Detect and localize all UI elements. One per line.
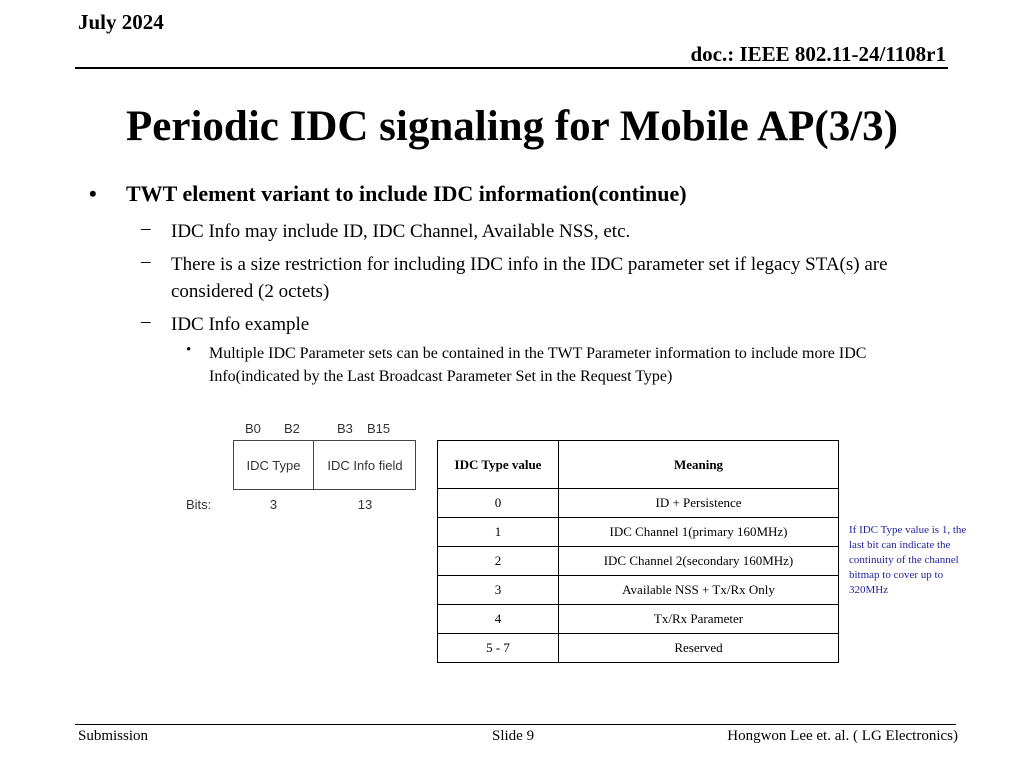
- bullet-mark: •: [89, 181, 97, 206]
- cell-meaning: Tx/Rx Parameter: [559, 605, 839, 634]
- field-idc-info: IDC Info field: [327, 458, 403, 473]
- table-row: [438, 576, 839, 605]
- side-note: If IDC Type value is 1, the last bit can indicate the continuity of the channel bitmap to cover up to 320MHz: [849, 524, 967, 596]
- slide-title: Periodic IDC signaling for Mobile AP(3/3): [126, 103, 898, 150]
- table-row: [438, 605, 839, 634]
- header-date: July 2024: [78, 10, 164, 34]
- bit-label-b15: B15: [367, 421, 391, 436]
- cell-value: 3: [438, 576, 559, 605]
- cell-value: 5 - 7: [438, 634, 559, 663]
- cell-meaning: ID + Persistence: [559, 489, 839, 518]
- sub-bullet: IDC Info example: [171, 314, 310, 335]
- bit-label-b2: B2: [284, 421, 300, 436]
- idc-type-table: [437, 440, 839, 663]
- header-doc-id: doc.: IEEE 802.11-24/1108r1: [690, 42, 946, 66]
- footer-submission: Submission: [78, 728, 149, 744]
- subsub-bullet-mark: •: [186, 342, 192, 358]
- table-header-row: [438, 441, 839, 489]
- cell-meaning: IDC Channel 1(primary 160MHz): [559, 518, 839, 547]
- cell-value: 1: [438, 518, 559, 547]
- bits-label: Bits:: [186, 497, 212, 512]
- table-row: [438, 634, 839, 663]
- footer-rule: [75, 724, 956, 725]
- header-meaning: Meaning: [559, 441, 839, 489]
- cell-meaning: Reserved: [559, 634, 839, 663]
- bits-idc-info: 13: [357, 497, 373, 512]
- field-idc-type: IDC Type: [246, 458, 301, 473]
- footer-slide-number: Slide 9: [492, 728, 535, 744]
- header-idc-type-value: IDC Type value: [438, 441, 559, 489]
- cell-meaning: Available NSS + Tx/Rx Only: [559, 576, 839, 605]
- table-row: [438, 489, 839, 518]
- bits-idc-type: 3: [269, 497, 278, 512]
- bit-label-b3: B3: [337, 421, 353, 436]
- sub-bullet-mark: –: [141, 311, 151, 332]
- subsub-bullet: Multiple IDC Parameter sets can be contained in the TWT Parameter information to include more IDC Info(indicated by the Last Broadcast Parameter Set in the Request Type): [209, 345, 867, 385]
- cell-value: 0: [438, 489, 559, 518]
- sub-bullet-mark: –: [141, 251, 151, 272]
- sub-bullet-mark: –: [141, 218, 151, 239]
- sub-bullet: IDC Info may include ID, IDC Channel, Available NSS, etc.: [171, 221, 631, 242]
- bit-label-b0: B0: [245, 421, 261, 436]
- header-rule: [75, 67, 948, 69]
- main-bullet: TWT element variant to include IDC information(continue): [126, 181, 687, 206]
- table-row: [438, 547, 839, 576]
- cell-meaning: IDC Channel 2(secondary 160MHz): [559, 547, 839, 576]
- footer-author: Hongwon Lee et. al. ( LG Electronics): [727, 728, 958, 744]
- cell-value: 4: [438, 605, 559, 634]
- table-row: [438, 518, 839, 547]
- cell-value: 2: [438, 547, 559, 576]
- sub-bullet: There is a size restriction for including IDC info in the IDC parameter set if legacy STA(s) are considered (2 octets): [171, 254, 888, 302]
